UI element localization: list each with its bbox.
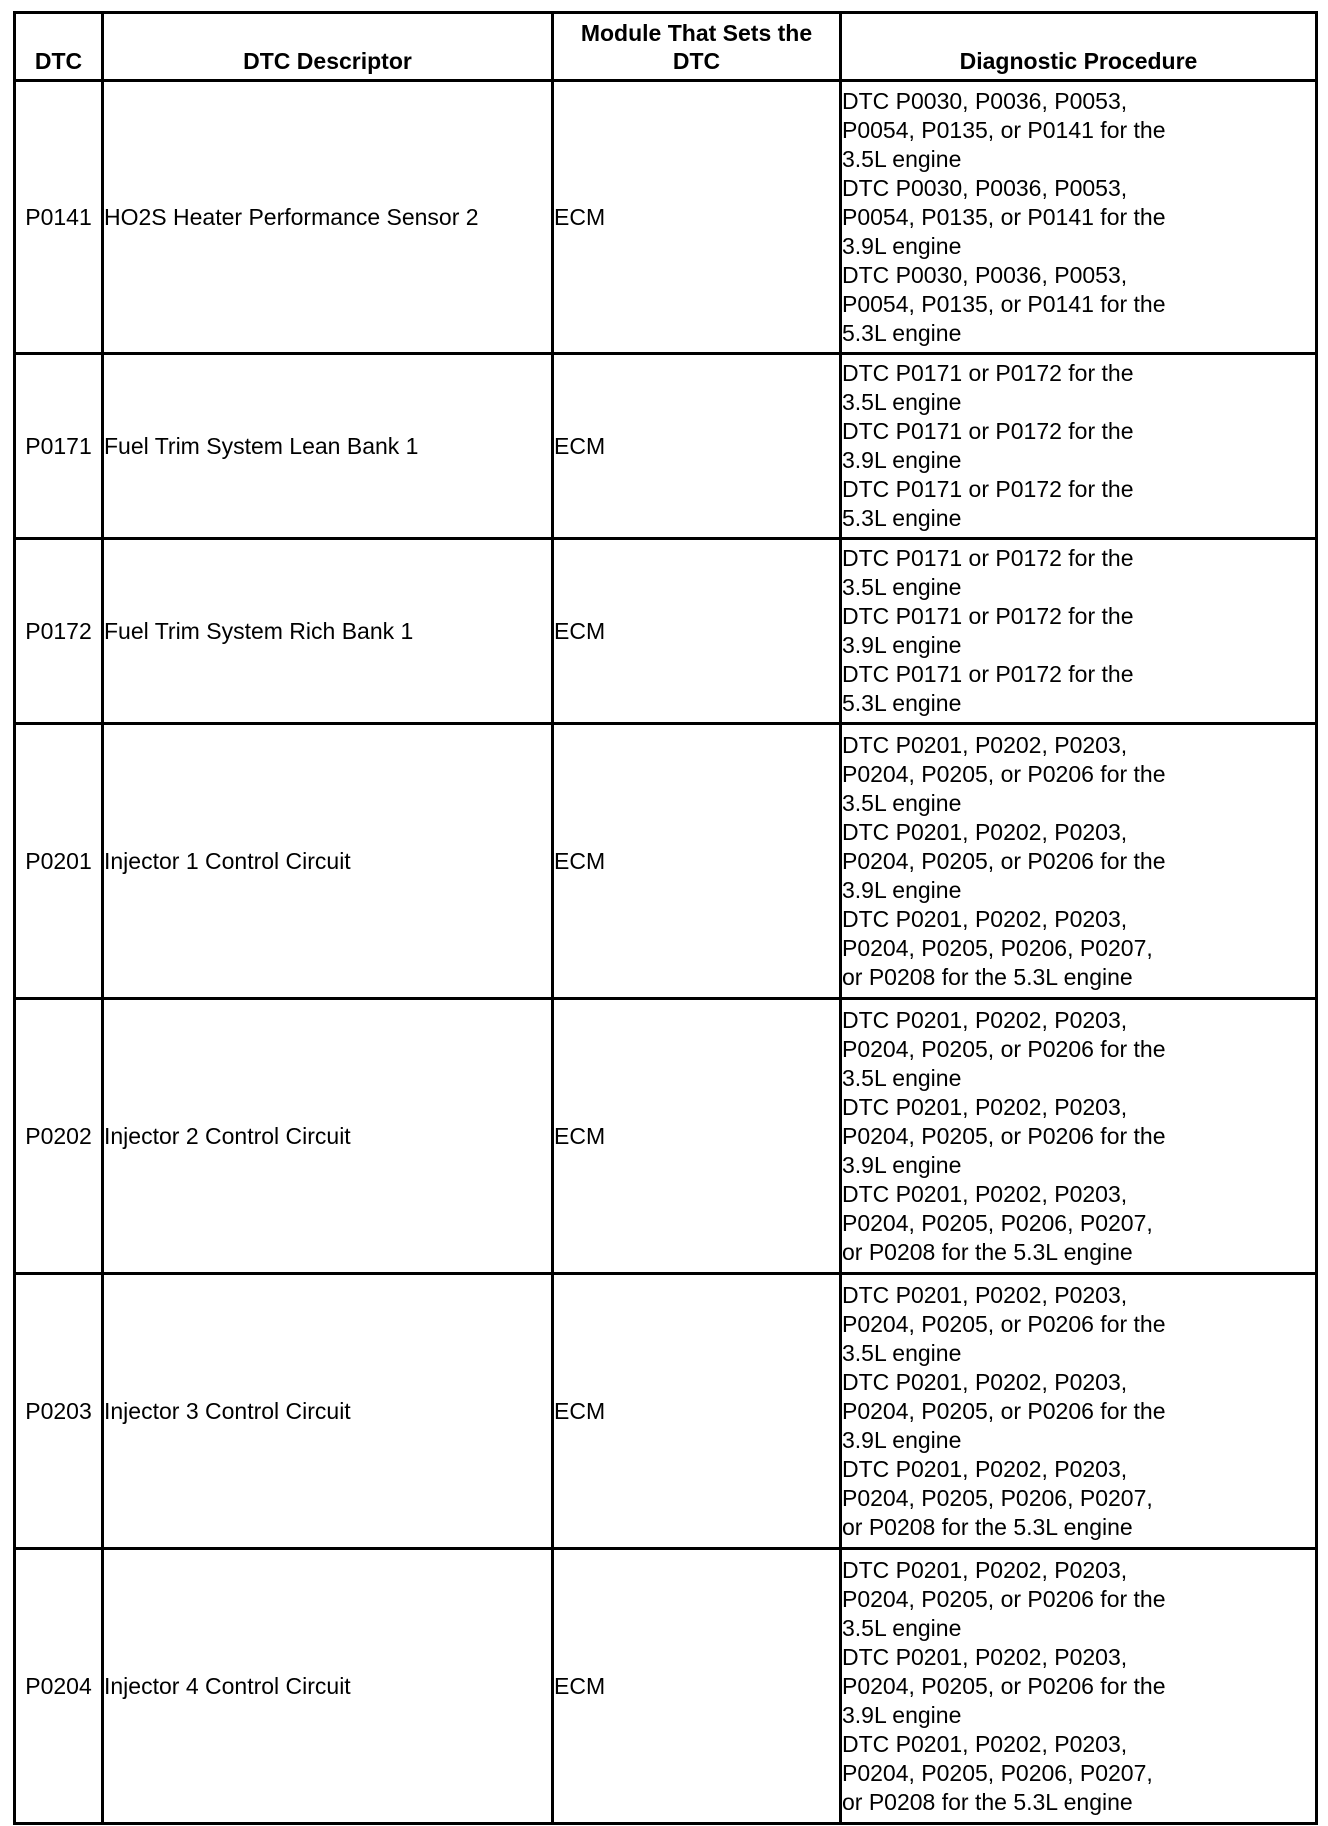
procedure-line: 3.9L engine	[842, 232, 962, 259]
dtc-descriptor: Injector 2 Control Circuit	[103, 999, 553, 1274]
procedure-line: P0204, P0205, or P0206 for the	[842, 760, 1166, 787]
table-row	[15, 354, 1317, 539]
table-row	[15, 724, 1317, 999]
table-row	[15, 1549, 1317, 1824]
procedure-line: P0054, P0135, or P0141 for the	[842, 116, 1166, 143]
procedure-line: DTC P0171 or P0172 for the	[842, 661, 1134, 687]
procedure-line: P0204, P0205, or P0206 for the	[842, 1397, 1166, 1424]
procedure-line: 3.9L engine	[842, 1701, 962, 1728]
dtc-module: ECM	[553, 1549, 841, 1824]
procedure-line: 3.9L engine	[842, 876, 962, 903]
procedure-line: 5.3L engine	[842, 505, 962, 531]
dtc-code: P0203	[15, 1274, 103, 1549]
procedure-line: DTC P0201, P0202, P0203,	[842, 1556, 1128, 1583]
diagnostic-procedure	[841, 354, 1317, 539]
dtc-module: ECM	[553, 999, 841, 1274]
header-module	[553, 13, 841, 81]
procedure-line: DTC P0201, P0202, P0203,	[842, 1368, 1128, 1395]
header-module-line1: Module That Sets the	[580, 20, 813, 46]
header-descriptor: DTC Descriptor	[103, 13, 553, 81]
procedure-line: DTC P0171 or P0172 for the	[842, 418, 1134, 444]
procedure-line: P0204, P0205, or P0206 for the	[842, 1585, 1166, 1612]
procedure-line: DTC P0201, P0202, P0203,	[842, 1730, 1128, 1757]
dtc-descriptor: Injector 1 Control Circuit	[103, 724, 553, 999]
procedure-line: 3.9L engine	[842, 1426, 962, 1453]
procedure-line: P0054, P0135, or P0141 for the	[842, 290, 1166, 317]
dtc-code: P0172	[15, 539, 103, 724]
procedure-line: or P0208 for the 5.3L engine	[842, 1238, 1133, 1265]
procedure-line: DTC P0201, P0202, P0203,	[842, 1093, 1128, 1120]
procedure-line: DTC P0201, P0202, P0203,	[842, 818, 1128, 845]
table-row	[15, 539, 1317, 724]
procedure-line: P0204, P0205, P0206, P0207,	[842, 1209, 1153, 1236]
procedure-line: 3.5L engine	[842, 389, 962, 415]
procedure-line: DTC P0201, P0202, P0203,	[842, 1281, 1128, 1308]
dtc-table	[13, 11, 1318, 1825]
procedure-line: 5.3L engine	[842, 319, 962, 346]
procedure-line: 3.9L engine	[842, 632, 962, 658]
dtc-descriptor: Injector 3 Control Circuit	[103, 1274, 553, 1549]
procedure-line: DTC P0030, P0036, P0053,	[842, 261, 1128, 288]
procedure-line: DTC P0201, P0202, P0203,	[842, 731, 1128, 758]
table-row	[15, 999, 1317, 1274]
procedure-line: 3.5L engine	[842, 1614, 962, 1641]
procedure-line: P0204, P0205, P0206, P0207,	[842, 1759, 1153, 1786]
procedure-line: DTC P0030, P0036, P0053,	[842, 87, 1128, 114]
header-module-line2: DTC	[672, 48, 721, 74]
dtc-descriptor: Fuel Trim System Lean Bank 1	[103, 354, 553, 539]
dtc-descriptor: Fuel Trim System Rich Bank 1	[103, 539, 553, 724]
procedure-line: DTC P0201, P0202, P0203,	[842, 1455, 1128, 1482]
procedure-line: P0204, P0205, or P0206 for the	[842, 1310, 1166, 1337]
procedure-line: 5.3L engine	[842, 690, 962, 716]
procedure-line: 3.5L engine	[842, 1064, 962, 1091]
procedure-line: or P0208 for the 5.3L engine	[842, 1513, 1133, 1540]
diagnostic-procedure	[841, 1274, 1317, 1549]
dtc-code: P0201	[15, 724, 103, 999]
procedure-line: DTC P0171 or P0172 for the	[842, 545, 1134, 571]
table-row	[15, 81, 1317, 354]
procedure-line: DTC P0030, P0036, P0053,	[842, 174, 1128, 201]
table-row	[15, 1274, 1317, 1549]
procedure-line: 3.5L engine	[842, 1339, 962, 1366]
diagnostic-procedure	[841, 1549, 1317, 1824]
diagnostic-procedure	[841, 81, 1317, 354]
dtc-module: ECM	[553, 724, 841, 999]
dtc-descriptor: Injector 4 Control Circuit	[103, 1549, 553, 1824]
procedure-line: DTC P0171 or P0172 for the	[842, 360, 1134, 386]
dtc-code: P0171	[15, 354, 103, 539]
header-row	[15, 13, 1317, 81]
procedure-line: DTC P0201, P0202, P0203,	[842, 905, 1128, 932]
procedure-line: DTC P0171 or P0172 for the	[842, 603, 1134, 629]
procedure-line: P0204, P0205, P0206, P0207,	[842, 934, 1153, 961]
procedure-line: P0204, P0205, or P0206 for the	[842, 847, 1166, 874]
procedure-line: DTC P0201, P0202, P0203,	[842, 1006, 1128, 1033]
procedure-line: DTC P0171 or P0172 for the	[842, 476, 1134, 502]
procedure-line: or P0208 for the 5.3L engine	[842, 1788, 1133, 1815]
dtc-descriptor: HO2S Heater Performance Sensor 2	[103, 81, 553, 354]
procedure-line: 3.9L engine	[842, 447, 962, 473]
procedure-line: DTC P0201, P0202, P0203,	[842, 1180, 1128, 1207]
dtc-module: ECM	[553, 539, 841, 724]
diagnostic-procedure	[841, 724, 1317, 999]
procedure-line: P0054, P0135, or P0141 for the	[842, 203, 1166, 230]
dtc-code: P0204	[15, 1549, 103, 1824]
dtc-module: ECM	[553, 354, 841, 539]
dtc-module: ECM	[553, 1274, 841, 1549]
header-procedure: Diagnostic Procedure	[841, 13, 1317, 81]
table-body	[15, 81, 1317, 1824]
procedure-line: 3.5L engine	[842, 145, 962, 172]
procedure-line: P0204, P0205, or P0206 for the	[842, 1672, 1166, 1699]
procedure-line: P0204, P0205, P0206, P0207,	[842, 1484, 1153, 1511]
procedure-line: or P0208 for the 5.3L engine	[842, 963, 1133, 990]
dtc-code: P0141	[15, 81, 103, 354]
header-dtc: DTC	[15, 13, 103, 81]
dtc-module: ECM	[553, 81, 841, 354]
dtc-code: P0202	[15, 999, 103, 1274]
diagnostic-procedure	[841, 539, 1317, 724]
procedure-line: 3.9L engine	[842, 1151, 962, 1178]
procedure-line: P0204, P0205, or P0206 for the	[842, 1122, 1166, 1149]
procedure-line: P0204, P0205, or P0206 for the	[842, 1035, 1166, 1062]
procedure-line: 3.5L engine	[842, 574, 962, 600]
procedure-line: DTC P0201, P0202, P0203,	[842, 1643, 1128, 1670]
diagnostic-procedure	[841, 999, 1317, 1274]
procedure-line: 3.5L engine	[842, 789, 962, 816]
